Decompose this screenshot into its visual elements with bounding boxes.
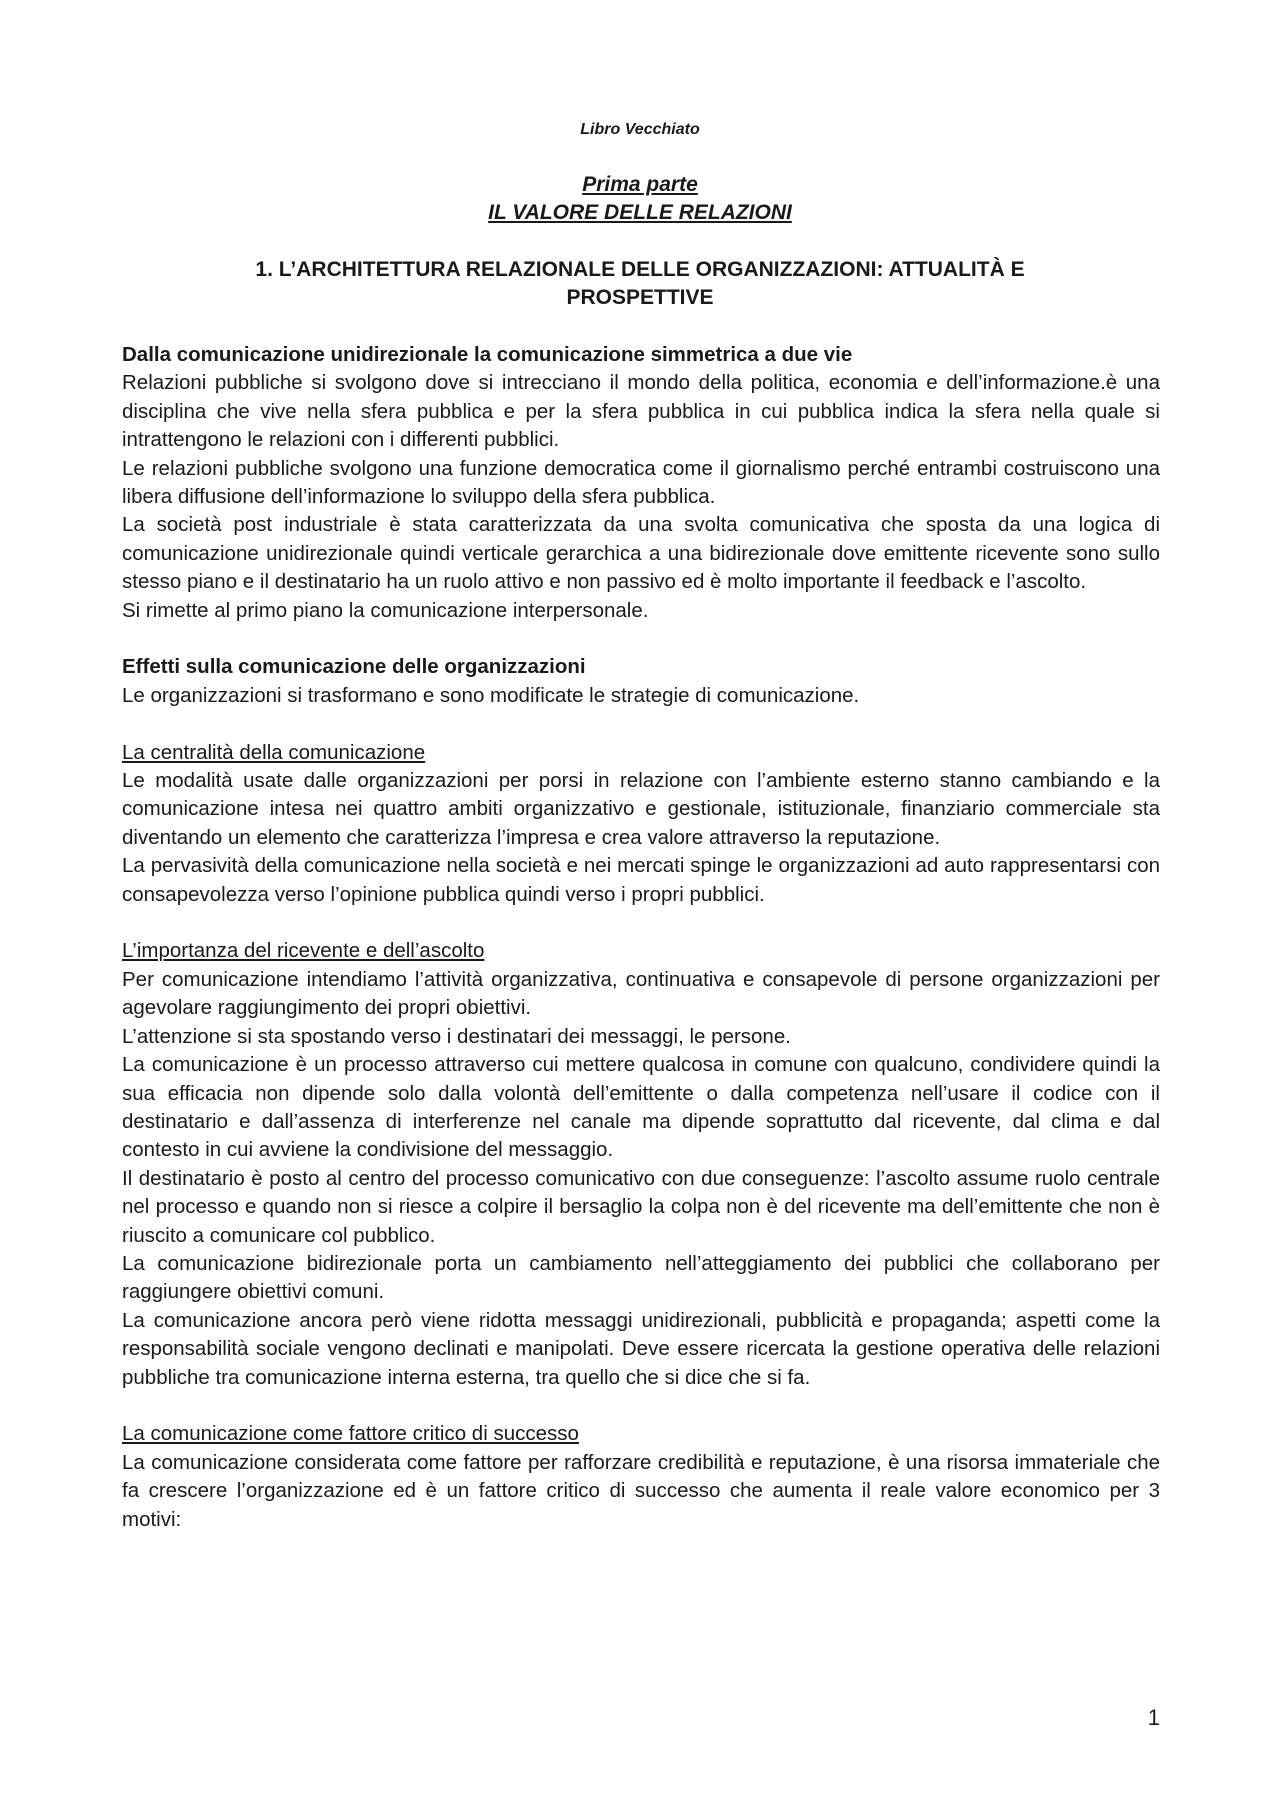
paragraph: La società post industriale è stata caratterizzata da una svolta comunicativa che sposta da una logica di comunicazione unidirezionale quindi verticale gerarchica a una bidirezionale dove emittente ricevente sono sullo stesso piano e il destinatario ha un ruolo attivo e non passivo ed è molto importante il feedback e l’ascolto.	[122, 513, 1160, 594]
paragraph: Le organizzazioni si trasformano e sono modificate le strategie di comunicazione.	[122, 683, 860, 707]
paragraph: La pervasività della comunicazione nella società e nei mercati spinge le organizzazioni ad auto rappresentarsi con consapevolezza verso l’opinione pubblica quindi verso i propri pubblici.	[122, 854, 1160, 906]
part-title-line-1: Prima parte	[582, 173, 698, 196]
part-title	[0, 171, 1280, 227]
chapter-title: 1. L’ARCHITETTURA RELAZIONALE DELLE ORGANIZZAZIONI: ATTUALITÀ E PROSPETTIVE	[255, 258, 1025, 309]
paragraph: La comunicazione è un processo attraverso cui mettere qualcosa in comune con qualcuno, condividere quindi la sua efficacia non dipende solo dalla volontà dell’emittente o dalla competenza nell’usare il codice con il destinatario e dall’assenza di interferenze nel canale ma dipende soprattutto dal ricevente, dal clima e dal contesto in cui avviene la condivisione del messaggio.	[122, 1053, 1160, 1162]
document-body	[122, 341, 1160, 1534]
paragraph: La comunicazione ancora però viene ridotta messaggi unidirezionali, pubblicità e propaganda; aspetti come la responsabilità sociale vengono declinati e manipolati. Deve essere ricercata la gestione operativa delle relazioni pubbliche tra comunicazione interna esterna, tra quello che si dice che si fa.	[122, 1308, 1160, 1389]
page-number: 1	[1147, 1705, 1160, 1730]
part-title-line-2: IL VALORE DELLE RELAZIONI	[488, 201, 792, 224]
paragraph: Le modalità usate dalle organizzazioni per porsi in relazione con l’ambiente esterno stanno cambiando e la comunicazione intesa nei quattro ambiti organizzativo e gestionale, istituzionale, finanziario commerciale sta diventando un elemento che caratterizza l’impresa e crea valore attraverso la reputazione.	[122, 769, 1160, 849]
section-heading: Effetti sulla comunicazione delle organizzazioni	[122, 655, 586, 679]
subsection-heading: La comunicazione come fattore critico di successo	[122, 1422, 579, 1446]
paragraph: Per comunicazione intendiamo l’attività organizzativa, continuativa e consapevole di persone organizzazioni per agevolare raggiungimento dei propri obiettivi.	[122, 967, 1160, 1020]
document-label: Libro Vecchiato	[580, 121, 700, 138]
subsection-heading: L’importanza del ricevente e dell’ascolto	[122, 939, 485, 963]
paragraph: Relazioni pubbliche si svolgono dove si intrecciano il mondo della politica, economia e dell’informazione.è una disciplina che vive nella sfera pubblica e per la sfera pubblica in cui pubblica indica la sfera nella quale si intrattengono le relazioni con i differenti pubblici.	[122, 371, 1160, 452]
section-heading: Dalla comunicazione unidirezionale la comunicazione simmetrica a due vie	[122, 343, 853, 366]
paragraph: Si rimette al primo piano la comunicazione interpersonale.	[122, 598, 649, 622]
paragraph: Il destinatario è posto al centro del processo comunicativo con due conseguenze: l’ascolto assume ruolo centrale nel processo e quando non si riesce a colpire il bersaglio la colpa non è del ricevente ma dell’emittente che non è riuscito a comunicare col pubblico.	[122, 1166, 1160, 1247]
subsection-heading: La centralità della comunicazione	[122, 740, 426, 764]
paragraph: Le relazioni pubbliche svolgono una funzione democratica come il giornalismo perché entrambi costruiscono una libera diffusione dell’informazione lo sviluppo della sfera pubblica.	[122, 456, 1160, 509]
paragraph: La comunicazione bidirezionale porta un cambiamento nell’atteggiamento dei pubblici che collaborano per raggiungere obiettivi comuni.	[122, 1251, 1160, 1304]
paragraph: L’attenzione si sta spostando verso i destinatari dei messaggi, le persone.	[122, 1024, 791, 1048]
paragraph: La comunicazione considerata come fattore per rafforzare credibilità e reputazione, è una risorsa immateriale che fa crescere l’organizzazione ed è un fattore critico di successo che aumenta il reale valore economico per 3 motivi:	[122, 1450, 1160, 1531]
